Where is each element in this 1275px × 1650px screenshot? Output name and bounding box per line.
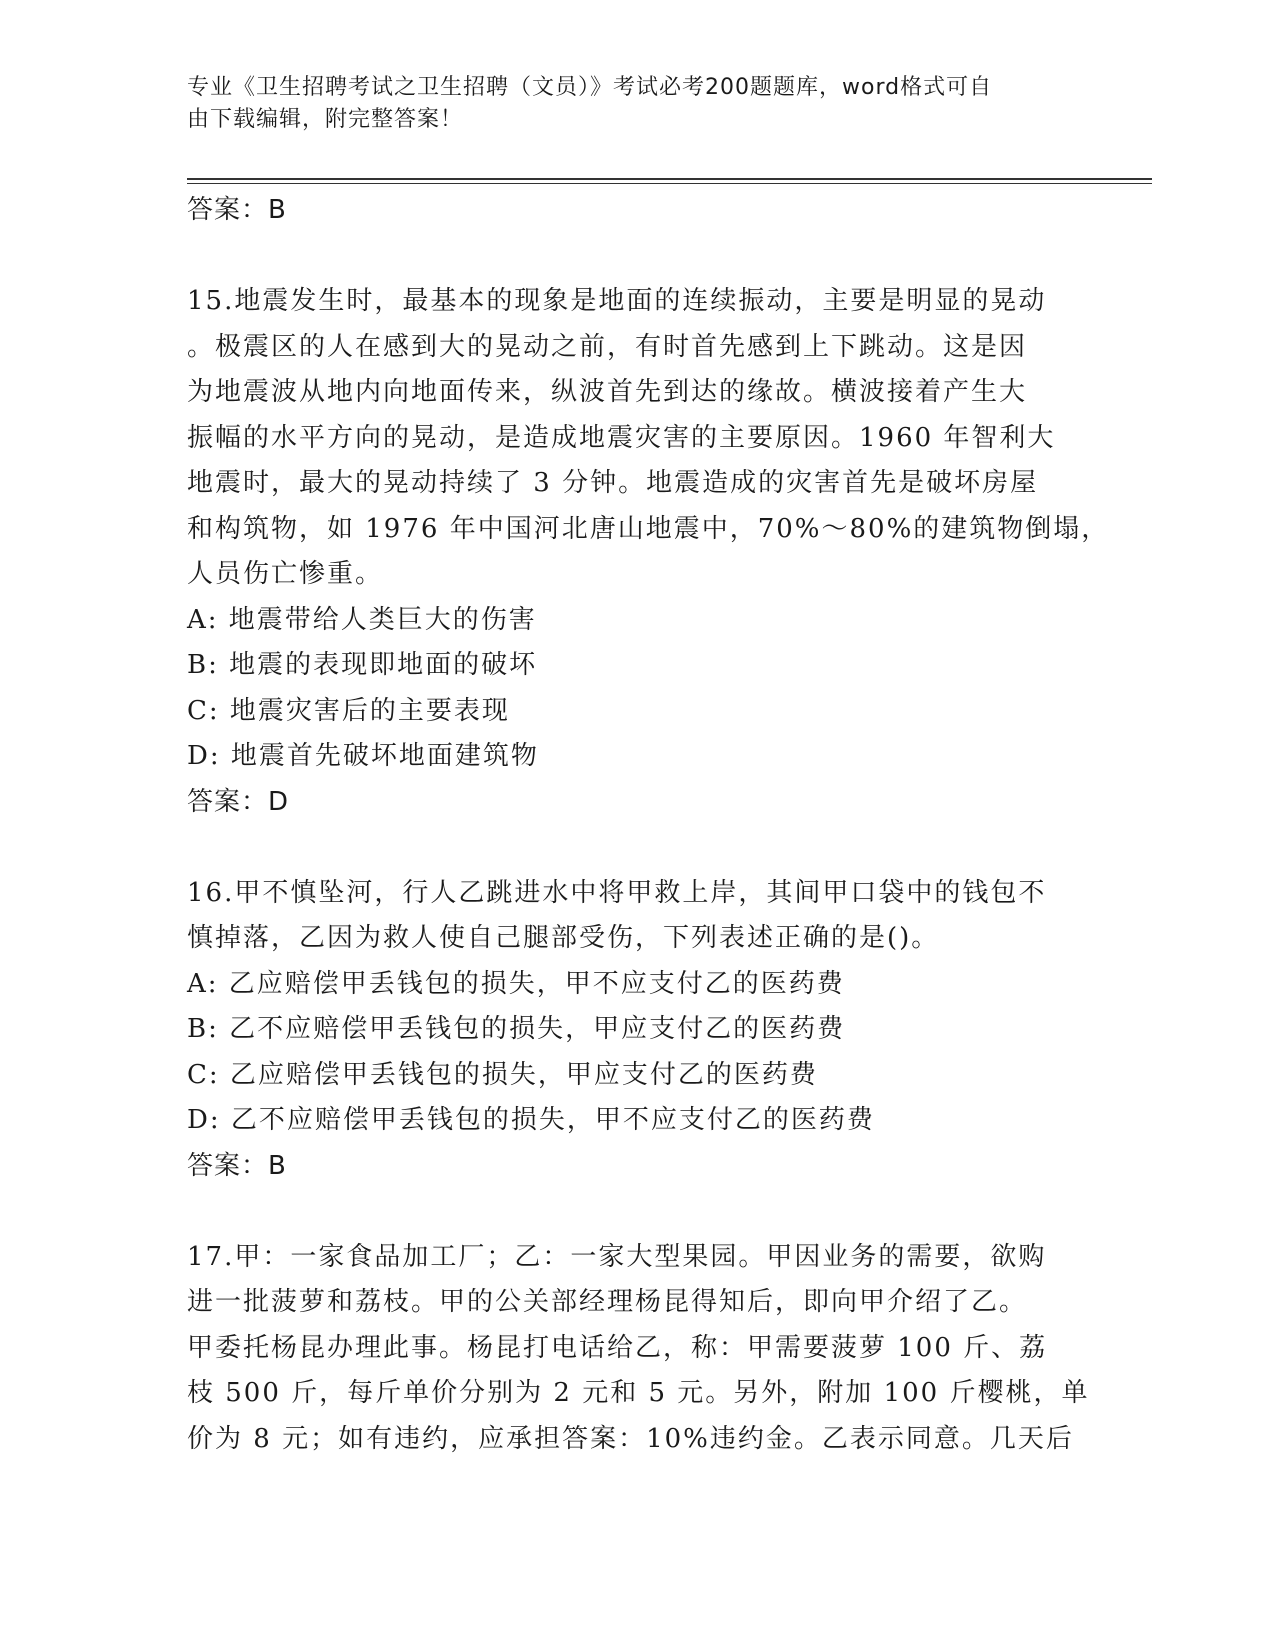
option-c: C: 乙应赔偿甲丢钱包的损失，甲应支付乙的医药费 — [187, 1059, 818, 1090]
header-line-1: 专业《卫生招聘考试之卫生招聘（文员）》考试必考200题题库，word格式可自 — [187, 75, 993, 100]
header-divider-thin — [187, 183, 1152, 184]
question-text-line: 和构筑物，如 1976 年中国河北唐山地震中，70%～80%的建筑物倒塌， — [187, 513, 1110, 544]
header-divider-thick — [187, 178, 1152, 180]
spacer — [187, 1189, 1087, 1235]
question-text-line: 为地震波从地内向地面传来，纵波首先到达的缘故。横波接着产生大 — [187, 377, 1028, 407]
option-a: A: 地震带给人类巨大的伤害 — [187, 604, 537, 635]
question-text-line: 甲委托杨昆办理此事。杨昆打电话给乙，称：甲需要菠萝 100 斤、荔 — [187, 1332, 1048, 1363]
question-text-line: 振幅的水平方向的晃动，是造成地震灾害的主要原因。1960 年智利大 — [187, 422, 1056, 453]
spacer — [187, 234, 1087, 280]
option-d: D: 地震首先破坏地面建筑物 — [187, 741, 539, 771]
question-text-line: 慎掉落，乙因为救人使自己腿部受伤，下列表述正确的是()。 — [187, 923, 940, 953]
question-text-line: 人员伤亡惨重。 — [187, 559, 384, 589]
document-body — [187, 188, 1110, 1462]
option-b: B: 地震的表现即地面的破坏 — [187, 650, 538, 680]
option-c: C: 地震灾害后的主要表现 — [187, 695, 510, 726]
document-header — [187, 72, 1067, 136]
spacer — [187, 825, 1087, 871]
answer-label: 答案：B — [187, 1150, 287, 1181]
question-16 — [187, 871, 1087, 1190]
question-text-line: 15.地震发生时，最基本的现象是地面的连续振动，主要是明显的晃动 — [187, 286, 1047, 316]
question-15 — [187, 279, 1110, 825]
question-text-line: 。极震区的人在感到大的晃动之前，有时首先感到上下跳动。这是因 — [187, 331, 1028, 362]
option-d: D: 乙不应赔偿甲丢钱包的损失，甲不应支付乙的医药费 — [187, 1105, 875, 1135]
answer-label: 答案：B — [187, 195, 287, 225]
option-a: A: 乙应赔偿甲丢钱包的损失，甲不应支付乙的医药费 — [187, 968, 845, 999]
header-line-2: 由下载编辑，附完整答案！ — [187, 107, 464, 132]
question-text-line: 枝 500 斤，每斤单价分别为 2 元和 5 元。另外，附加 100 斤樱桃，单 — [187, 1378, 1090, 1408]
question-text-line: 地震时，最大的晃动持续了 3 分钟。地震造成的灾害首先是破坏房屋 — [187, 468, 1039, 498]
option-b: B: 乙不应赔偿甲丢钱包的损失，甲应支付乙的医药费 — [187, 1014, 846, 1044]
question-text-line: 17.甲：一家食品加工厂；乙：一家大型果园。甲因业务的需要，欲购 — [187, 1241, 1047, 1272]
question-text-line: 价为 8 元；如有违约，应承担答案：10%违约金。乙表示同意。几天后 — [187, 1423, 1074, 1454]
question-text-line: 16.甲不慎坠河，行人乙跳进水中将甲救上岸，其间甲口袋中的钱包不 — [187, 877, 1047, 908]
question-text-line: 进一批菠萝和荔枝。甲的公关部经理杨昆得知后，即向甲介绍了乙。 — [187, 1287, 1028, 1317]
answer-label: 答案：D — [187, 786, 290, 817]
question-17 — [187, 1235, 1090, 1463]
